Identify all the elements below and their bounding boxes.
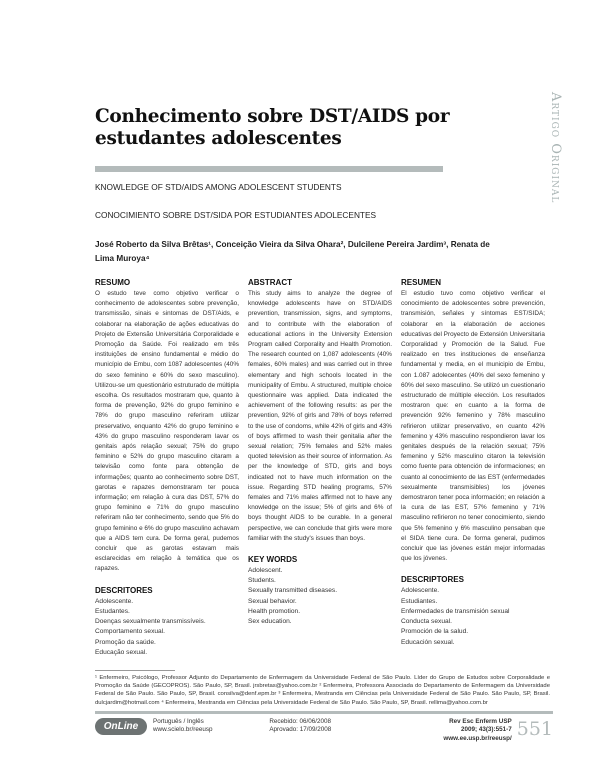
abstract-text: This study aims to analyze the degree of knowledge adolescents have on STD/AIDS prevention, transmission, signs, and symptoms, and to contribute with the elaboration of educational actions in the University Extension Program called Corporality and Health Promotion. The research counted on 1,087 adolescents (40% females, 60% males) and was carried out in three elementary and high schools located in the municipality of Embu. A structured, multiple choice questionnaire was applied. Data indicated the achievement of the following results: as per the prevention, 92% of girls and 78% of boys referred to the use of condoms, while 42% of girls and 43% of boys affirmed to wash their genitalia after the sexual relation; 75% females and 52% males quoted television as their source of information. As per the knowledge of STD, girls and boys indicated not to have much information on the issue. Regarding STD healing programs, 57% females and 71% males affirmed not to have any knowledge on the issue; 5% of girls and 6% of boys thought AIDS to be curable. In a general perspective, we can conclude that girls were more familiar with the study's issues than boys. (248, 290, 392, 542)
footer-left (153, 718, 269, 735)
keyword: Educación sexual. (401, 638, 455, 646)
key-words (248, 554, 392, 627)
resumo-text: O estudo teve como objetivo verificar o conhecimento de adolescentes sobre prevenção, transmissão, sinais e sintomas de DST/Aids, e colaborar na elaboração de ações educativas do Projeto de Extensão Universitária Corporalidade e Promoção da Saúde. Foi realizado em três instituições de ensino fundamental e médio do município de Embu, com 1087 adolescentes (40% do sexo feminino e 60% do sexo masculino). Utilizou-se um questionário estruturado de múltipla escolha. Os resultados mostraram que, quanto à forma de prevenção, 92% do grupo feminino e 78% do grupo masculino referiram utilizar preservativo, enquanto 42% do grupo feminino e 43% do grupo masculino responderam lavar os genitais após relação sexual; 75% do grupo feminino e 52% do grupo masculino citaram a televisão como fonte para obtenção de informações; quanto ao conhecimento sobre DST, garotas e rapazes demonstraram ter pouca informação; em relação à cura das DST, 57% do grupo feminino e 71% do grupo masculino referiram não ter conhecimento, sendo que 5% do grupo feminino e 6% do grupo masculino achavam que a AIDS tem cura. De forma geral, pudemos concluir que as garotas estavam mais esclarecidas em relação à temática que os rapazes. (95, 290, 239, 573)
descriptores (401, 574, 545, 647)
keyword: Promoção da saúde. (95, 638, 156, 646)
abstract-heading: ABSTRACT (248, 278, 292, 287)
keywords-heading: DESCRIPTORES (401, 575, 464, 585)
resumen-column (401, 277, 545, 648)
keyword: Doenças sexualmente transmissíveis. (95, 618, 206, 626)
authors: José Roberto da Silva Brêtas¹, Conceição Vieira da Silva Ohara², Dulcilene Pereira Jardim³, Renata de Lima Muroya⁴ (95, 240, 490, 263)
keyword: Adolescent. (248, 567, 283, 575)
keyword: Sexually transmitted diseases. (248, 587, 338, 595)
journal-link[interactable]: www.ee.usp.br/reeusp/ (443, 734, 512, 742)
keyword: Promoción de la salud. (401, 628, 469, 636)
keyword: Sexual behavior. (248, 597, 297, 605)
site-link[interactable]: www.scielo.br/reeusp (153, 726, 213, 734)
footnote-divider (95, 670, 175, 671)
descritores (95, 585, 239, 658)
approved-date: Aprovado: 17/09/2008 (269, 726, 332, 734)
keyword: Adolescente. (401, 587, 440, 595)
keywords-heading: DESCRITORES (95, 585, 153, 595)
title-english: KNOWLEDGE OF STD/AIDS AMONG ADOLESCENT STUDENTS (95, 182, 342, 192)
abstract-column (248, 277, 392, 627)
keyword: Estudiantes. (401, 597, 438, 605)
resumo-column (95, 277, 239, 658)
journal-name: Rev Esc Enferm USP (449, 717, 512, 725)
footer-citation (395, 718, 511, 744)
section-label: Artigo Original (548, 92, 563, 204)
abstract-columns (95, 277, 545, 658)
keyword: Students. (248, 577, 276, 585)
keywords-heading: KEY WORDS (248, 555, 298, 565)
resumen-text: El estudio tuvo como objetivo verificar el conocimiento de adolescentes sobre prevención, transmisión, señales y síntomas EST/SIDA; colaborar en la elaboración de acciones educativas del Proyecto de Extensión Universitaria Corporalidad y Promoción de la Salud. Fue realizado en tres instituciones de enseñanza fundamental y media, en el municipio de Embu, con 1.087 adolecentes (40% del sexo femenino y 60% del sexo masculino. Se utilizó un cuestionario estructurado de múltiple elección. Los resultados mostraron que: en cuanto a la forma de prevención 92% femenino y 78% masculino refirieron utilizar preservativo, en cuanto 42% femenino y 43% masculino respondieron lavar los genitales después de la relación sexual; 75% femenino y 52% masculino citaron la televisión como fuente para obtención de informaciones; en cuanto al conocimiento de las EST (enfermedades sexualmente transmisibles) los jóvenes demostraron tener poca información; en relación a la cura de las EST, 57% femenino y 71% masculino refirieron no tener conocimiento, siendo que 5% femenino y 6% masculino pensaban que el SIDA tiene cura. De forma general, pudimos concluir que las jóvenes están mejor informadas que los jóvenes. (401, 290, 545, 563)
keyword: Estudantes. (95, 607, 130, 615)
keyword: Sex education. (248, 618, 292, 626)
title-spanish: CONOCIMIENTO SOBRE DST/SIDA POR ESTUDIANTES ADOLECENTES (95, 210, 377, 220)
article-body (95, 0, 553, 751)
citation: 2009; 43(3):551-7 (460, 726, 512, 734)
footnotes: ¹ Enfermeiro, Psicólogo, Professor Adjunto do Departamento de Enfermagem da Universidade Federal de São Paulo. Líder do Grupo de Estudos sobre Corporalidade e Promoção da Saúde (GECOPROS). São Paulo, SP, Brasil. jrsbretas@yahoo.com.br ² Enfermeira, Professora Associada do Departamento de Enfermagem da Universidade Federal de São Paulo. São Paulo, SP, Brasil. consilva@denf.epm.br ³ Enfermeira, Mestranda em Ciências pela Universidade Federal de São Paulo. São Paulo, SP, Brasil. dulcjardim@hotmail.com ⁴ Enfermeira, Mestranda em Ciências pela Universidade Federal de São Paulo. São Paulo, SP, Brasil. rellima@yahoo.com.br (95, 674, 550, 706)
keyword: Conducta sexual. (401, 618, 452, 626)
page-footer (95, 718, 553, 752)
footer-divider (95, 711, 553, 714)
languages: Português / Inglês (153, 717, 204, 725)
online-logo: OnLine (95, 718, 147, 735)
keyword: Educação sexual. (95, 648, 148, 656)
keyword: Adolescente. (95, 597, 134, 605)
article-title: Conhecimento sobre DST/AIDS por estudantes adolescentes (95, 106, 450, 149)
footer-dates (269, 718, 395, 735)
page-number: 551 (516, 717, 553, 740)
keyword: Comportamento sexual. (95, 628, 166, 636)
received-date: Recebido: 06/06/2008 (269, 717, 331, 725)
resumo-heading: RESUMO (95, 278, 131, 287)
keyword: Enfermedades de transmisión sexual (401, 607, 510, 615)
resumen-heading: RESUMEN (401, 278, 442, 287)
keyword: Health promotion. (248, 607, 301, 615)
